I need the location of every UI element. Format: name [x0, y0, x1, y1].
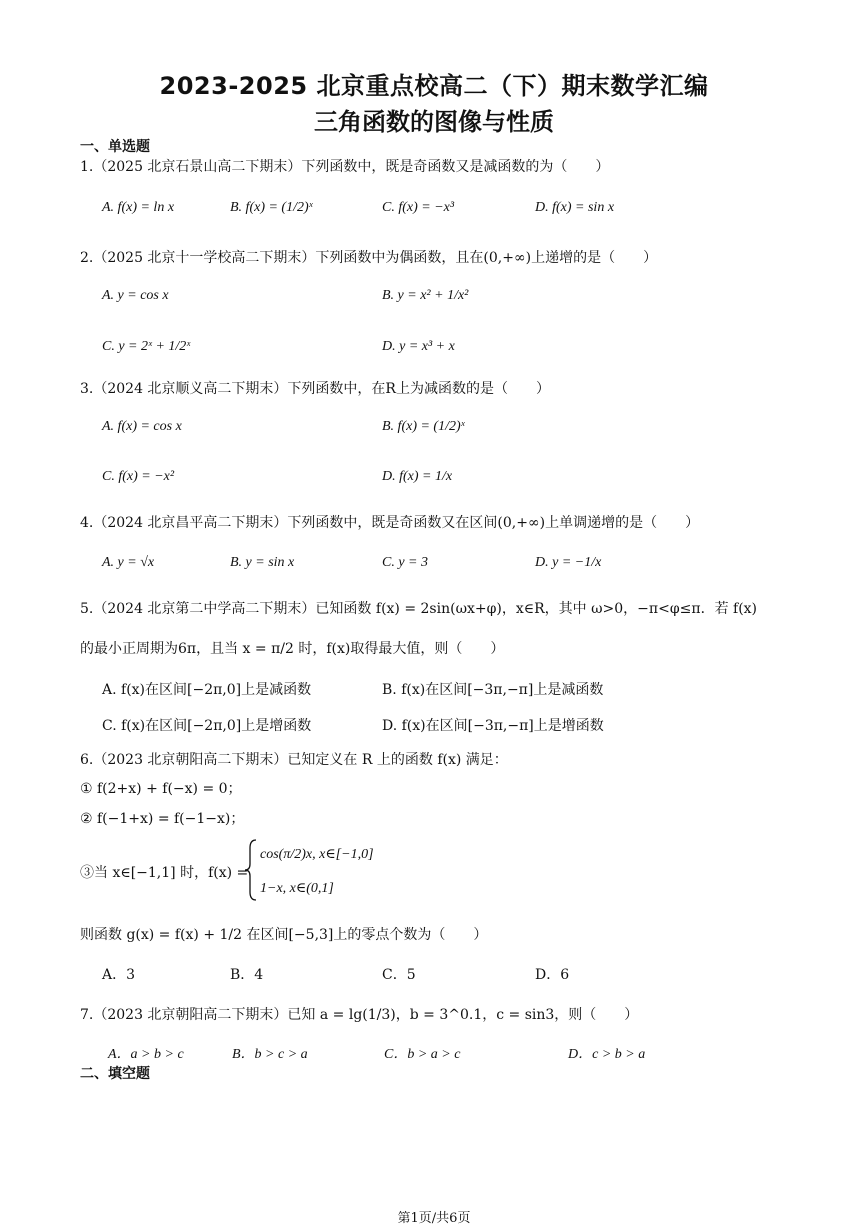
question-6-condition-1: ① f(2+x) + f(−x) = 0；	[80, 781, 242, 797]
section-heading-fill-blank: 二、填空题	[80, 1066, 150, 1082]
question-7-option-c: C．b > a > c	[384, 1047, 461, 1062]
question-2-option-a: A. y = cos x	[102, 288, 169, 303]
question-5-stem-line2: 的最小正周期为6π，且当 x = π/2 时，f(x)取得最大值，则（ ）	[80, 641, 505, 657]
question-7-option-d: D．c > b > a	[568, 1047, 646, 1062]
question-7-stem: 7.（2023 北京朝阳高二下期末）已知 a = lg(1/3)，b = 3^0.1，c = sin3，则（ ）	[80, 1007, 639, 1023]
question-1-option-d: D. f(x) = sin x	[535, 200, 615, 215]
question-1-option-c: C. f(x) = −x³	[382, 200, 455, 215]
page-footer: 第1页/共6页	[397, 1211, 471, 1226]
question-5-option-d: D. f(x)在区间[−3π,−π]上是增函数	[382, 718, 604, 734]
question-5-option-a: A. f(x)在区间[−2π,0]上是减函数	[102, 682, 312, 698]
question-1-option-b: B. f(x) = (1/2)ˣ	[230, 200, 313, 215]
question-6-piecewise-case-1: cos(π/2)x, x∈[−1,0]	[260, 847, 374, 862]
question-6-stem: 6.（2023 北京朝阳高二下期末）已知定义在 R 上的函数 f(x) 满足：	[80, 752, 508, 768]
question-1-stem: 1.（2025 北京石景山高二下期末）下列函数中，既是奇函数又是减函数的为（ ）	[80, 159, 610, 175]
question-6-condition-3-prefix: ③当 x∈[−1,1] 时，f(x) =	[80, 865, 249, 881]
question-1-option-a: A. f(x) = ln x	[102, 200, 175, 215]
question-2-stem: 2.（2025 北京十一学校高二下期末）下列函数中为偶函数，且在(0,+∞)上递增的是（ ）	[80, 250, 658, 266]
question-6-option-a: A．3	[102, 967, 136, 983]
question-2-option-d: D. y = x³ + x	[382, 339, 455, 354]
question-7-option-b: B．b > c > a	[232, 1047, 308, 1062]
question-4-stem: 4.（2024 北京昌平高二下期末）下列函数中，既是奇函数又在区间(0,+∞)上单调递增的是（ ）	[80, 515, 700, 531]
question-3-option-d: D. f(x) = 1/x	[382, 469, 453, 484]
piecewise-brace-icon	[244, 838, 258, 902]
question-6-option-c: C．5	[382, 967, 416, 983]
question-2-option-b: B. y = x² + 1/x²	[382, 288, 469, 303]
section-heading-single-choice: 一、单选题	[80, 139, 150, 155]
question-5-stem-line1: 5.（2024 北京第二中学高二下期末）已知函数 f(x) = 2sin(ωx+φ)，x∈R，其中 ω>0，−π<φ≤π．若 f(x)	[80, 601, 758, 617]
question-4-option-a: A. y = √x	[102, 555, 155, 570]
question-3-stem: 3.（2024 北京顺义高二下期末）下列函数中，在R上为减函数的是（ ）	[80, 381, 550, 397]
question-4-option-d: D. y = −1/x	[535, 555, 602, 570]
document-subtitle: 三角函数的图像与性质	[314, 108, 554, 136]
question-7-option-a: A．a > b > c	[108, 1047, 184, 1062]
question-6-ask: 则函数 g(x) = f(x) + 1/2 在区间[−5,3]上的零点个数为（ ）	[80, 927, 488, 943]
question-3-option-c: C. f(x) = −x²	[102, 469, 175, 484]
question-6-piecewise-case-2: 1−x, x∈(0,1]	[260, 881, 334, 896]
question-5-option-c: C. f(x)在区间[−2π,0]上是增函数	[102, 718, 312, 734]
question-5-option-b: B. f(x)在区间[−3π,−π]上是减函数	[382, 682, 604, 698]
question-6-condition-2: ② f(−1+x) = f(−1−x)；	[80, 811, 245, 827]
document-title: 2023-2025 北京重点校高二（下）期末数学汇编	[159, 72, 709, 100]
question-3-option-b: B. f(x) = (1/2)ˣ	[382, 419, 465, 434]
question-3-option-a: A. f(x) = cos x	[102, 419, 182, 434]
question-6-option-b: B．4	[230, 967, 264, 983]
question-6-option-d: D．6	[535, 967, 570, 983]
question-4-option-b: B. y = sin x	[230, 555, 295, 570]
question-4-option-c: C. y = 3	[382, 555, 428, 570]
question-2-option-c: C. y = 2ˣ + 1/2ˣ	[102, 339, 191, 354]
